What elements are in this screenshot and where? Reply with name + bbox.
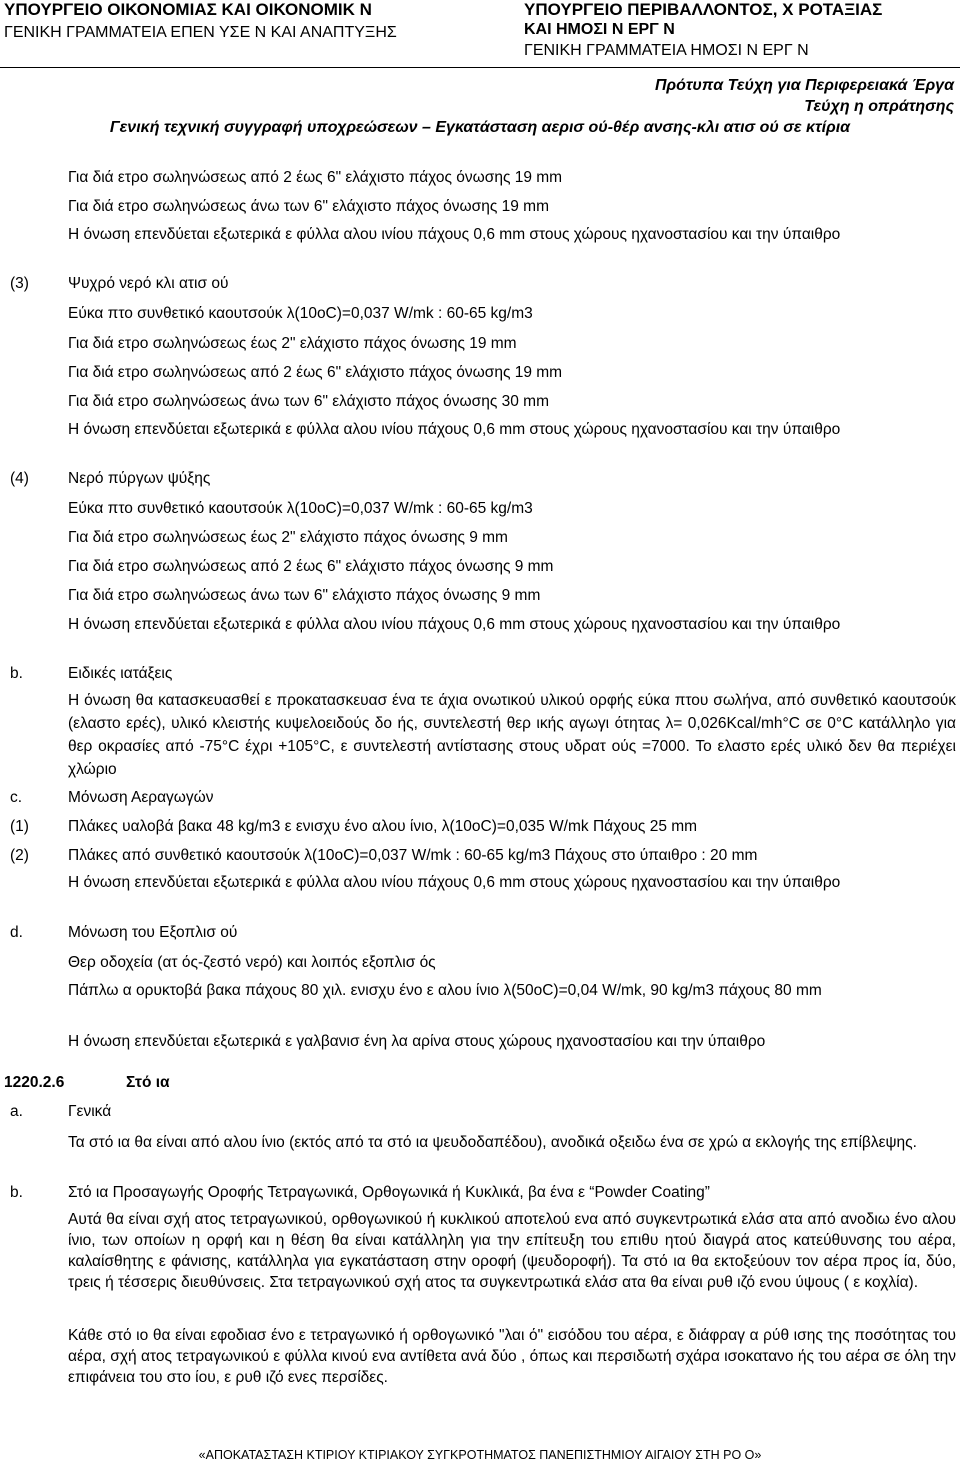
text-paragraph: Η όνωση επενδύεται εξωτερικά ε φύλλα αλου ινίου πάχους 0,6 mm στους χώρους ηχανοστασίου και την ύπαιθρο [68, 226, 841, 243]
item-number: a. [10, 1103, 23, 1120]
text-paragraph: Η όνωση επενδύεται εξωτερικά ε φύλλα αλου ινίου πάχους 0,6 mm στους χώρους ηχανοστασίου και την ύπαιθρο [68, 874, 841, 891]
text-line: Για διά ετρο σωληνώσεως έως 2" ελάχιστο πάχος όνωσης 19 mm [68, 335, 517, 352]
item-title: Μόνωση του Εξοπλισ ού [68, 924, 238, 941]
text-line: Για διά ετρο σωληνώσεως από 2 έως 6" ελάχιστο πάχος όνωσης 19 mm [68, 364, 563, 381]
item-number: b. [10, 665, 23, 682]
text-line: Η όνωση επενδύεται εξωτερικά ε γαλβανισ ένη λα αρίνα στους χώρους ηχανοστασίου και την ύπαιθρο [68, 1033, 766, 1050]
text-line: Για διά ετρο σωληνώσεως άνω των 6" ελάχιστο πάχος όνωσης 19 mm [68, 198, 549, 215]
item-title: Νερό πύργων ψύξης [68, 470, 211, 487]
text-paragraph: Η όνωση θα κατασκευασθεί ε προκατασκευασ ένα τε άχια ονωτικού υλικού ορφής εύκα πτου σωλήνα, από συνθετικό καουτσούκ (ελαστο ερές), υλικό κλειστής κυψελοειδούς δο ής, συντελεστή θερ ικής αγωγι ότητας λ= 0,026Kcal/mh°C σε 0°C κατάλληλο για θερ οκρασίες από -75°C έχρι +105°C, ε συντελεστή αντίστασης στους υδρατ ούς =7000. Το ελαστο ερές υλικό δεν θα περιέχει χλώριο [68, 692, 956, 778]
header-divider [0, 67, 960, 68]
doc-series: Πρότυπα Τεύχη για Περιφερειακά Έργα [654, 77, 954, 94]
section-number: 1220.2.6 [4, 1074, 65, 1091]
text-line: Για διά ετρο σωληνώσεως έως 2" ελάχιστο πάχος όνωσης 9 mm [68, 529, 508, 546]
text-line: Πλάκες από συνθετικό καουτσούκ λ(10oC)=0,037 W/mk : 60-65 kg/m3 Πάχους στο ύπαιθρο : 20 mm [68, 847, 758, 864]
text-paragraph: Η όνωση επενδύεται εξωτερικά ε φύλλα αλου ινίου πάχους 0,6 mm στους χώρους ηχανοστασίου και την ύπαιθρο [68, 421, 841, 438]
header-right-subtitle: ΓΕΝΙΚΗ ΓΡΑΜΜΑΤΕΙΑ ΗΜΟΣΙ Ν ΕΡΓ Ν [524, 42, 809, 59]
text-paragraph: Πάπλω α ορυκτοβά βακα πάχους 80 χιλ. ενισχυ ένο ε αλου ίνιο λ(50oC)=0,04 W/mk, 90 kg/m3 πάχους 80 mm [68, 982, 822, 999]
text-line: Για διά ετρο σωληνώσεως άνω των 6" ελάχιστο πάχος όνωσης 9 mm [68, 587, 541, 604]
item-number: (3) [10, 275, 29, 292]
item-number: d. [10, 924, 23, 941]
text-line: Πλάκες υαλοβά βακα 48 kg/m3 ε ενισχυ ένο αλου ίνιο, λ(10oC)=0,035 W/mk Πάχους 25 mm [68, 818, 698, 835]
text-paragraph: Τα στό ια θα είναι από αλου ίνιο (εκτός από τα στό ια ψευδοδαπέδου), ανοδικά οξειδω ένα σε χρώ α εκλογής της επίβλεψης. [68, 1134, 917, 1151]
item-number: (1) [10, 818, 29, 835]
text-line: Εύκα πτο συνθετικό καουτσούκ λ(10oC)=0,037 W/mk : 60-65 kg/m3 [68, 500, 533, 517]
header-left-title: ΥΠΟΥΡΓΕΙΟ ΟΙΚΟΝΟΜΙΑΣ ΚΑΙ ΟΙΚΟΝΟΜΙΚ Ν [4, 0, 372, 19]
item-number: (4) [10, 470, 29, 487]
section-title: Στό ια [126, 1074, 170, 1091]
item-number: (2) [10, 847, 29, 864]
item-title: Ειδικές ιατάξεις [68, 665, 173, 682]
header-right-title-1: ΥΠΟΥΡΓΕΙΟ ΠΕΡΙΒΑΛΛΟΝΤΟΣ, Χ ΡΟΤΑΞΙΑΣ [524, 0, 883, 19]
text-line: Για διά ετρο σωληνώσεως άνω των 6" ελάχιστο πάχος όνωσης 30 mm [68, 393, 549, 410]
item-title: Ψυχρό νερό κλι ατισ ού [68, 275, 229, 292]
doc-type: Τεύχη η οπράτησης [804, 98, 954, 115]
header-left-subtitle: ΓΕΝΙΚΗ ΓΡΑΜΜΑΤΕΙΑ ΕΠΕΝ ΥΣΕ Ν ΚΑΙ ΑΝΑΠΤΥΞΗΣ [4, 24, 397, 41]
text-line: Εύκα πτο συνθετικό καουτσούκ λ(10oC)=0,037 W/mk : 60-65 kg/m3 [68, 305, 533, 322]
text-line: Για διά ετρο σωληνώσεως από 2 έως 6" ελάχιστο πάχος όνωσης 9 mm [68, 558, 554, 575]
item-title: Μόνωση Αεραγωγών [68, 789, 214, 806]
text-paragraph: Η όνωση επενδύεται εξωτερικά ε φύλλα αλου ινίου πάχους 0,6 mm στους χώρους ηχανοστασίου και την ύπαιθρο [68, 616, 841, 633]
item-number: b. [10, 1184, 23, 1201]
item-number: c. [10, 789, 23, 806]
item-title: Στό ια Προσαγωγής Οροφής Τετραγωνικά, Ορθογωνικά ή Κυκλικά, βα ένα ε “Powder Coating” [68, 1184, 710, 1201]
text-paragraph: Κάθε στό ιο θα είναι εφοδιασ ένο ε τετραγωνικό ή ορθογωνικό "λαι ό" εισόδου του αέρα, ε διάφραγ α ρύθ ισης της ποσότητας του αέρα, σχή ατος τετραγωνικού ε φύλλα κινού ενα αντίθετα ανά δύο , όπως και περσιδωτή σχάρα ισοκατανο ής του αέρα σε όλη την επιφάνεια του στο ίου, ε ρυθ ιζό ενες περσίδες. [68, 1327, 956, 1386]
doc-title: Γενική τεχνική συγγραφή υποχρεώσεων – Εγκατάσταση αερισ ού-θέρ ανσης-κλι ατισ ού σε κτίρια [109, 119, 851, 136]
text-line: Για διά ετρο σωληνώσεως από 2 έως 6" ελάχιστο πάχος όνωσης 19 mm [68, 169, 563, 186]
text-paragraph: Αυτά θα είναι σχή ατος τετραγωνικού, ορθογωνικού ή κυκλικού αποτελού ενα από συγκεντρωτικά ελάσ ατα από ανοδιω ένο αλου ίνιο, των οποίων η ορφή και η θέση θα είναι κατάλληλη για την επίτευξη του επιθυ ητού διαγρά ατος κατεύθυνσης του αέρα, καλαίσθητης ε φάνισης, κατάλληλα για εγκατάσταση στην οροφή (ψευδοροφή). Τα στό ια θα εκτοξεύουν τον αέρα προς ία, δύο, τρεις ή τέσσερις διευθύνσεις. Στα τετραγωνικού σχή ατος τα συγκεντρωτικά ελάσ ατα θα είναι ρυθ ιζό ενου ύψους ( ε κοχλία). [68, 1211, 956, 1291]
item-title: Γενικά [68, 1103, 112, 1120]
text-line: Θερ οδοχεία (ατ ός-ζεστό νερό) και λοιπός εξοπλισ ός [68, 954, 436, 971]
header-right-title-2: ΚΑΙ ΗΜΟΣΙ Ν ΕΡΓ Ν [524, 21, 675, 38]
page-footer: «ΑΠΟΚΑΤΑΣΤΑΣΗ ΚΤΙΡΙΟΥ ΚΤΙΡΙΑΚΟΥ ΣΥΓΚΡΟΤΗΜΑΤΟΣ ΠΑΝΕΠΙΣΤΗΜΙΟΥ ΑΙΓΑΙΟΥ ΣΤΗ ΡΟ Ο» [198, 1448, 762, 1462]
